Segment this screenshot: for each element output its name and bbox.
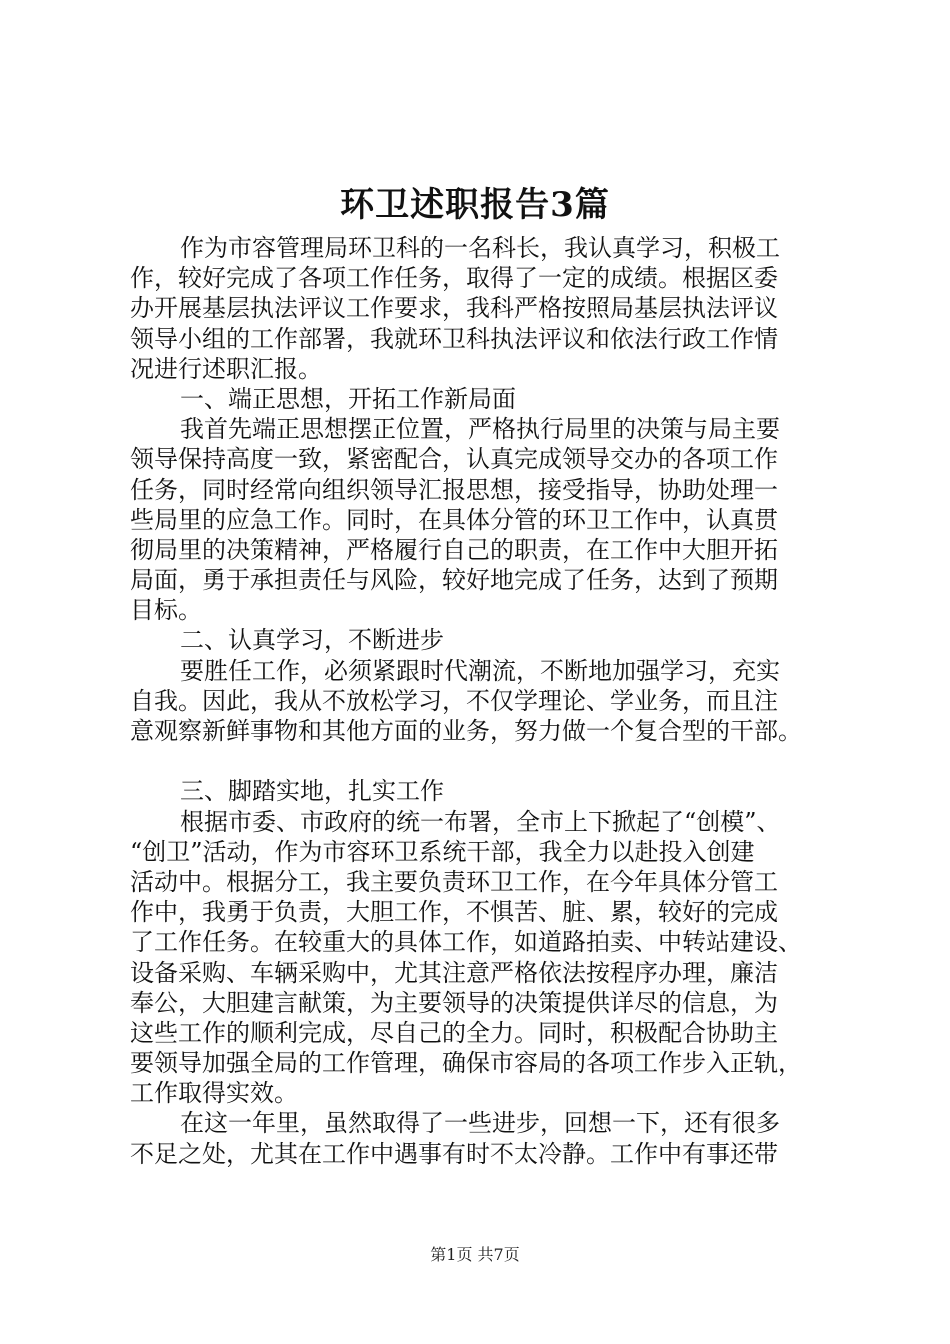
text-line: 了工作任务。在较重大的具体工作，如道路拍卖、中转站建设、 bbox=[130, 928, 802, 957]
document-body bbox=[130, 233, 830, 1169]
text-line: 作为市容管理局环卫科的一名科长，我认真学习，积极工 bbox=[180, 234, 780, 262]
text-line: 我首先端正思想摆正位置，严格执行局里的决策与局主要 bbox=[180, 415, 780, 444]
text-line: 在这一年里，虽然取得了一些进步，回想一下，还有很多 bbox=[180, 1109, 780, 1138]
blank-line bbox=[130, 746, 830, 776]
section-heading: 三、脚踏实地，扎实工作 bbox=[180, 777, 444, 806]
text-line: 不足之处，尤其在工作中遇事有时不太冷静。工作中有事还带 bbox=[130, 1139, 778, 1168]
text-line: 作，较好完成了各项工作任务，取得了一定的成绩。根据区委 bbox=[130, 264, 778, 293]
text-line: 任务，同时经常向组织领导汇报思想，接受指导，协助处理一 bbox=[130, 475, 778, 504]
text-line: 办开展基层执法评议工作要求，我科严格按照局基层执法评议 bbox=[130, 294, 778, 323]
text-line: “创卫”活动，作为市容环卫系统干部，我全力以赴投入创建 bbox=[130, 837, 755, 866]
text-line: 领导小组的工作部署，我就环卫科执法评议和依法行政工作情 bbox=[130, 324, 778, 353]
text-line: 设备采购、车辆采购中，尤其注意严格依法按程序办理，廉洁 bbox=[130, 958, 778, 987]
text-line: 作中，我勇于负责，大胆工作，不惧苦、脏、累，较好的完成 bbox=[130, 898, 778, 927]
text-line: 些局里的应急工作。同时，在具体分管的环卫工作中，认真贯 bbox=[130, 505, 778, 534]
text-line: 要胜任工作，必须紧跟时代潮流，不断地加强学习，充实 bbox=[180, 656, 780, 685]
text-line: 自我。因此，我从不放松学习，不仅学理论、学业务，而且注 bbox=[130, 686, 778, 715]
section-heading: 一、端正思想，开拓工作新局面 bbox=[180, 384, 516, 413]
text-line: 领导保持高度一致，紧密配合，认真完成领导交办的各项工作 bbox=[130, 445, 778, 474]
text-line: 彻局里的决策精神，严格履行自己的职责，在工作中大胆开拓 bbox=[130, 535, 778, 564]
text-line: 奉公，大胆建言献策，为主要领导的决策提供详尽的信息，为 bbox=[130, 988, 778, 1017]
text-line: 这些工作的顺利完成，尽自己的全力。同时，积极配合协助主 bbox=[130, 1018, 778, 1047]
section-heading: 二、认真学习，不断进步 bbox=[180, 626, 444, 655]
text-line: 要领导加强全局的工作管理，确保市容局的各项工作步入正轨， bbox=[130, 1049, 802, 1078]
document-title: 环卫述职报告3篇 bbox=[340, 185, 610, 225]
text-line: 意观察新鲜事物和其他方面的业务，努力做一个复合型的干部。 bbox=[130, 717, 802, 745]
text-line: 工作取得实效。 bbox=[130, 1079, 298, 1108]
page-number-footer: 第1页 共7页 bbox=[430, 1245, 520, 1264]
text-line: 活动中。根据分工，我主要负责环卫工作，在今年具体分管工 bbox=[130, 867, 778, 896]
text-line: 目标。 bbox=[130, 596, 202, 625]
text-line: 局面，勇于承担责任与风险，较好地完成了任务，达到了预期 bbox=[130, 566, 778, 595]
text-line: 况进行述职汇报。 bbox=[130, 354, 322, 383]
text-line: 根据市委、市政府的统一布署，全市上下掀起了“创模”、 bbox=[180, 807, 781, 836]
